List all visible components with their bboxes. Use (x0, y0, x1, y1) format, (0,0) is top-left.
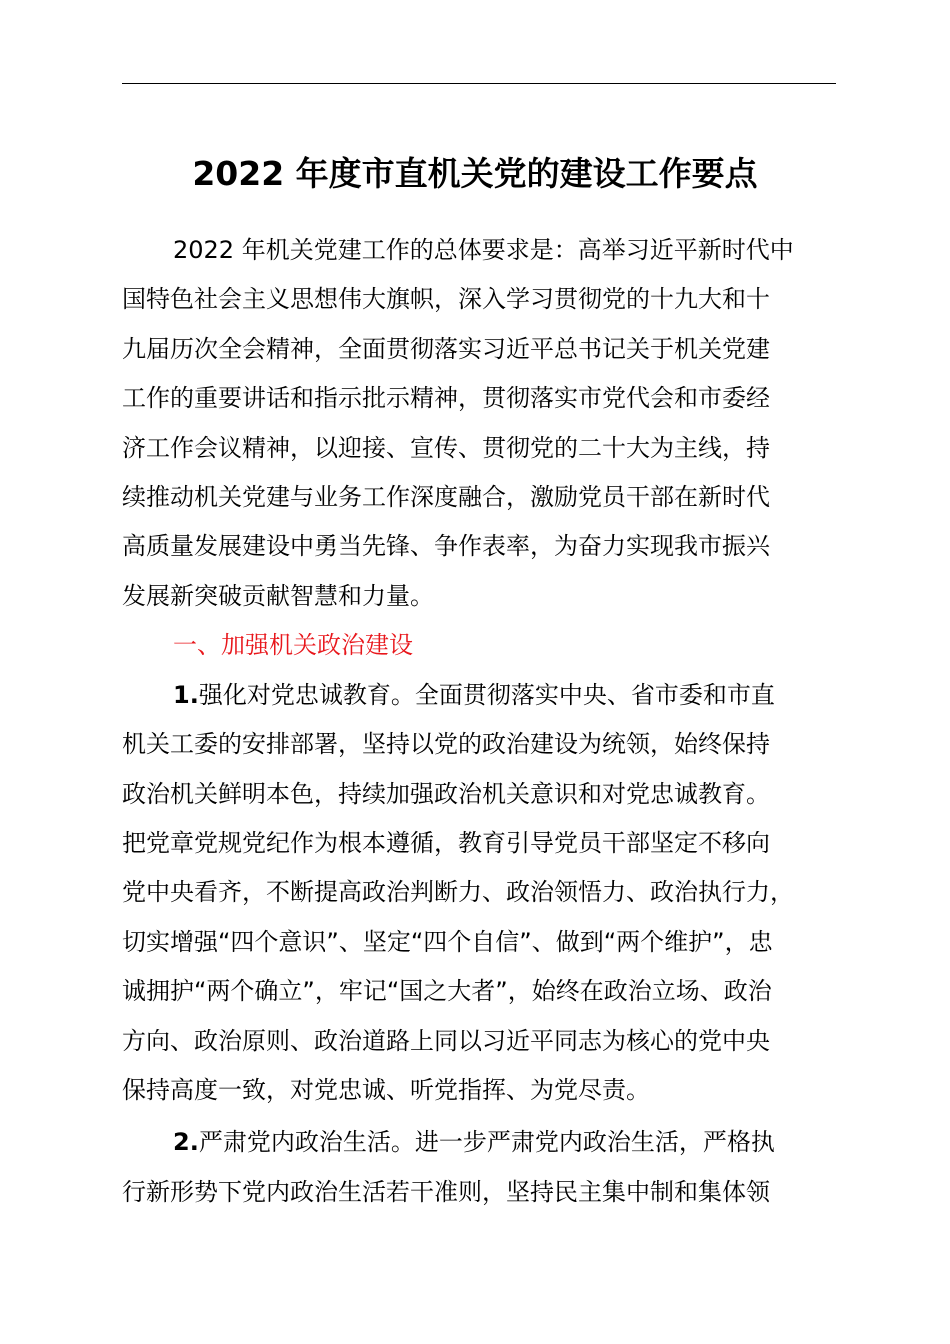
item-1-line: 保持高度一致，对党忠诚、听党指挥、为党尽责。 (122, 1076, 650, 1104)
intro-line-1: 2022 年机关党建工作的总体要求是：高举习近平新时代中 (173, 236, 794, 264)
header-rule (122, 83, 836, 84)
intro-line-7: 高质量发展建设中勇当先锋、争作表率，为奋力实现我市振兴 (122, 532, 770, 560)
document-title: 2022 年度市直机关党的建设工作要点 (192, 154, 758, 193)
item-1-first-text: 强化对党忠诚教育。全面贯彻落实中央、省市委和市直 (198, 681, 775, 709)
item-2-first-text: 严肃党内政治生活。进一步严肃党内政治生活，严格执 (198, 1128, 775, 1156)
intro-line-5: 济工作会议精神，以迎接、宣传、贯彻党的二十大为主线，持 (122, 434, 770, 462)
intro-line-8: 发展新突破贡献智慧和力量。 (122, 582, 434, 610)
item-1-line: 切实增强“四个意识”、坚定“四个自信”、做到“两个维护”，忠 (122, 928, 773, 956)
intro-line-6: 续推动机关党建与业务工作深度融合，激励党员干部在新时代 (122, 483, 770, 511)
item-1-line: 把党章党规党纪作为根本遵循，教育引导党员干部坚定不移向 (122, 829, 770, 857)
intro-line-4: 工作的重要讲话和指示批示精神，贯彻落实市党代会和市委经 (122, 384, 770, 412)
item-2-number: 2. (173, 1128, 199, 1156)
item-1-line: 政治机关鲜明本色，持续加强政治机关意识和对党忠诚教育。 (122, 780, 770, 808)
item-1-line: 方向、政治原则、政治道路上同以习近平同志为核心的党中央 (122, 1027, 770, 1055)
item-1-line: 机关工委的安排部署，坚持以党的政治建设为统领，始终保持 (122, 730, 770, 758)
item-1-line: 党中央看齐，不断提高政治判断力、政治领悟力、政治执行力， (122, 878, 794, 906)
item-2-first-line (173, 1124, 775, 1160)
item-1-first-line (173, 677, 775, 713)
intro-line-2: 国特色社会主义思想伟大旗帜，深入学习贯彻党的十九大和十 (122, 285, 770, 313)
item-2-line: 行新形势下党内政治生活若干准则，坚持民主集中制和集体领 (122, 1178, 770, 1206)
intro-line-3: 九届历次全会精神，全面贯彻落实习近平总书记关于机关党建 (122, 335, 770, 363)
section-heading: 一、加强机关政治建设 (173, 631, 413, 659)
item-1-number: 1. (173, 681, 199, 709)
item-1-line: 诚拥护“两个确立”，牢记“国之大者”，始终在政治立场、政治 (122, 977, 772, 1005)
